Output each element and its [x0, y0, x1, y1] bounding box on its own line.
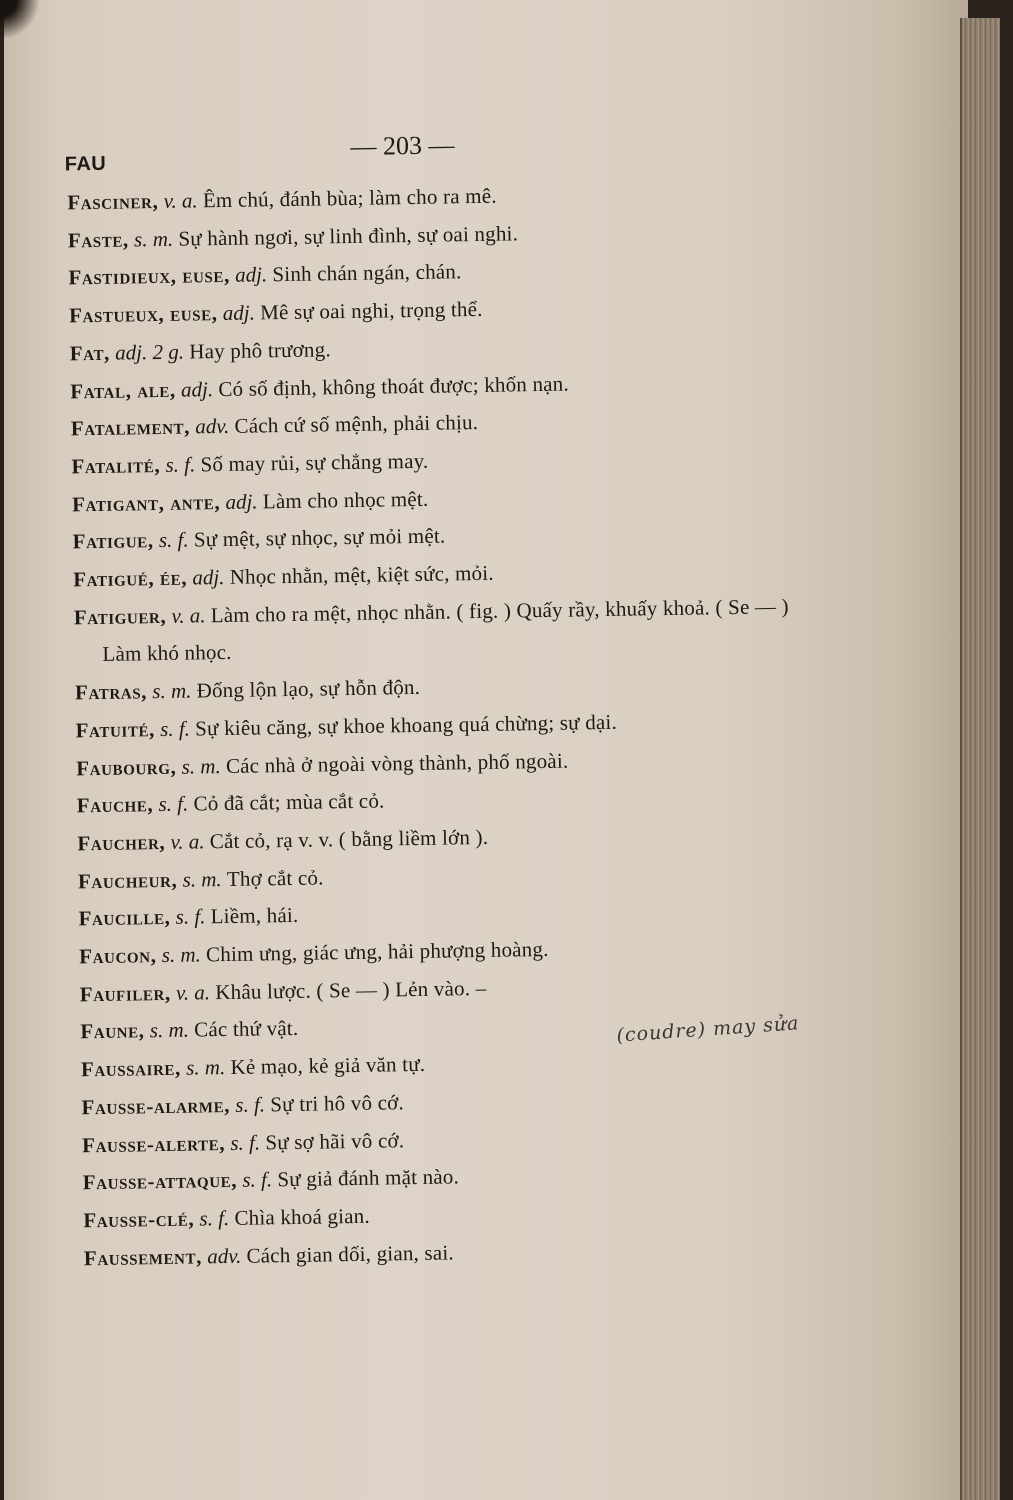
entry-headword: Faucher,: [77, 829, 166, 856]
entry-definition: Làm cho ra mệt, nhọc nhằn. ( fig. ) Quấy rầy, khuấy khoả. ( Se — ) Làm khó nhọc.: [102, 593, 789, 667]
entry-definition: Cách gian dối, gian, sai.: [246, 1240, 455, 1268]
entry-headword: Fastidieux, euse,: [68, 263, 231, 290]
entry-definition: Mê sự oai nghi, trọng thể.: [259, 297, 483, 325]
entry-headword: Faussement,: [83, 1244, 203, 1270]
entry-grammar: s. m.: [181, 753, 221, 779]
entry-grammar: s. m.: [185, 1055, 226, 1080]
entry-headword: Faste,: [67, 227, 129, 253]
entry-definition: Nhọc nhằn, mệt, kiệt sức, mỏi.: [229, 560, 494, 589]
entry-headword: Fatiguer,: [73, 603, 167, 630]
entry-definition: Sự mệt, sự nhọc, sự mỏi mệt.: [193, 523, 446, 552]
entry-headword: Faubourg,: [76, 754, 177, 780]
entry-definition: Làm cho nhọc mệt.: [262, 486, 429, 514]
entry-headword: Fausse-clé,: [83, 1206, 195, 1233]
entry-headword: Fausse-alerte,: [81, 1130, 226, 1157]
entry-grammar: s. m.: [133, 226, 174, 252]
entry-definition: Sinh chán ngán, chán.: [272, 259, 462, 287]
entry-grammar: adj.: [225, 489, 258, 514]
entry-grammar: s. m.: [152, 678, 192, 704]
entry-definition: Êm chú, đánh bùa; làm cho ra mê.: [202, 183, 497, 213]
entry-headword: Faufiler,: [79, 980, 171, 1007]
entry-headword: Fatras,: [74, 679, 148, 705]
entry-headword: Fatalement,: [70, 414, 191, 441]
entry-definition: Các nhà ở ngoài vòng thành, phố ngoài.: [225, 748, 569, 778]
entry-definition: Đống lộn lạo, sự hỗn độn.: [196, 675, 421, 703]
entry-definition: Kẻ mạo, kẻ giả văn tự.: [230, 1052, 426, 1080]
entry-headword: Fatigant, ante,: [71, 489, 221, 517]
entry-headword: Fatigue,: [72, 528, 154, 554]
entry-grammar: s. m.: [161, 942, 201, 968]
entry-grammar: v. a.: [175, 980, 211, 1005]
entry-grammar: adj.: [222, 300, 256, 326]
entry-grammar: s. f.: [242, 1167, 273, 1193]
entry-headword: Fatal, ale,: [70, 377, 176, 403]
entry-definition: Sự giả đánh mặt nào.: [277, 1164, 460, 1192]
entry-grammar: v. a.: [163, 188, 198, 213]
entry-definition: Liềm, hái.: [210, 903, 299, 929]
entry-grammar: s. m.: [149, 1018, 190, 1043]
entry-definition: Các thứ vật.: [193, 1016, 299, 1042]
entry-headword: Fausse-attaque,: [82, 1168, 238, 1195]
entry-headword: Faucheur,: [77, 867, 178, 893]
entry-definition: Chim ưng, giác ưng, hải phượng hoàng.: [205, 937, 549, 967]
entry-definition: Cách cứ số mệnh, phải chịu.: [234, 410, 479, 439]
entry-grammar: adj.: [234, 262, 268, 288]
entry-headword: Fastueux, euse,: [68, 301, 218, 328]
entry-definition: Khâu lược. ( Se — ) Lẻn vào. –: [215, 975, 487, 1004]
entry-definition: Thợ cắt cỏ.: [226, 865, 324, 891]
dictionary-entry: [74, 588, 795, 675]
entry-definition: Sự kiêu căng, sự khoe khoang quá chừng; sự dại.: [194, 709, 618, 741]
entry-definition: Sự tri hô vô cớ.: [270, 1090, 405, 1117]
entry-headword: Fauche,: [76, 792, 154, 818]
page-number: — 203 —: [350, 130, 455, 161]
entry-definition: Chìa khoá gian.: [234, 1203, 371, 1230]
entry-grammar: adv.: [195, 414, 230, 439]
entry-headword: Fat,: [69, 340, 111, 366]
entry-headword: Fatalité,: [71, 452, 161, 479]
entry-grammar: s. f.: [199, 1205, 230, 1231]
entry-definition: Hay phô trương.: [189, 337, 331, 364]
entry-headword: Fausse-alarme,: [81, 1092, 231, 1120]
dictionary-entries: [67, 173, 804, 1278]
entry-definition: Sự sợ hãi vô cớ.: [265, 1127, 405, 1154]
entry-definition: Cắt cỏ, rạ v. v. ( bằng liềm lớn ).: [209, 824, 489, 854]
entry-grammar: adj.: [192, 565, 225, 590]
entry-grammar: s. f.: [230, 1130, 261, 1155]
handwritten-note: (coudre) may sửa: [615, 1012, 801, 1047]
entry-grammar: s. f.: [165, 452, 196, 477]
entry-headword: Faucon,: [79, 943, 157, 969]
entry-headword: Fatigué, ée,: [73, 565, 188, 592]
entry-grammar: adj. 2 g.: [114, 339, 185, 365]
entry-grammar: v. a.: [171, 603, 206, 628]
entry-headword: Faucille,: [78, 905, 171, 931]
entry-grammar: s. f.: [159, 716, 191, 741]
entry-headword: Faune,: [80, 1018, 145, 1044]
entry-grammar: adj.: [180, 376, 214, 402]
entry-grammar: s. f.: [175, 904, 206, 930]
entry-grammar: s. f.: [158, 527, 189, 553]
entry-grammar: s. f.: [235, 1092, 266, 1117]
entry-definition: Cỏ đã cắt; mùa cắt cỏ.: [193, 788, 385, 816]
entry-grammar: s. m.: [182, 866, 222, 892]
entry-headword: Fatuité,: [75, 716, 156, 743]
entry-grammar: s. f.: [158, 791, 189, 817]
entry-definition: Số may rủi, sự chẳng may.: [200, 448, 429, 477]
entry-definition: Sự hành ngơi, sự linh đình, sự oai nghi.: [178, 221, 519, 251]
running-head: FAU: [64, 152, 107, 176]
entry-grammar: adv.: [207, 1243, 242, 1269]
entry-definition: Có số định, không thoát được; khốn nạn.: [218, 371, 570, 401]
entry-grammar: v. a.: [170, 829, 205, 854]
entry-headword: Faussaire,: [80, 1055, 182, 1082]
entry-headword: Fasciner,: [67, 188, 159, 215]
